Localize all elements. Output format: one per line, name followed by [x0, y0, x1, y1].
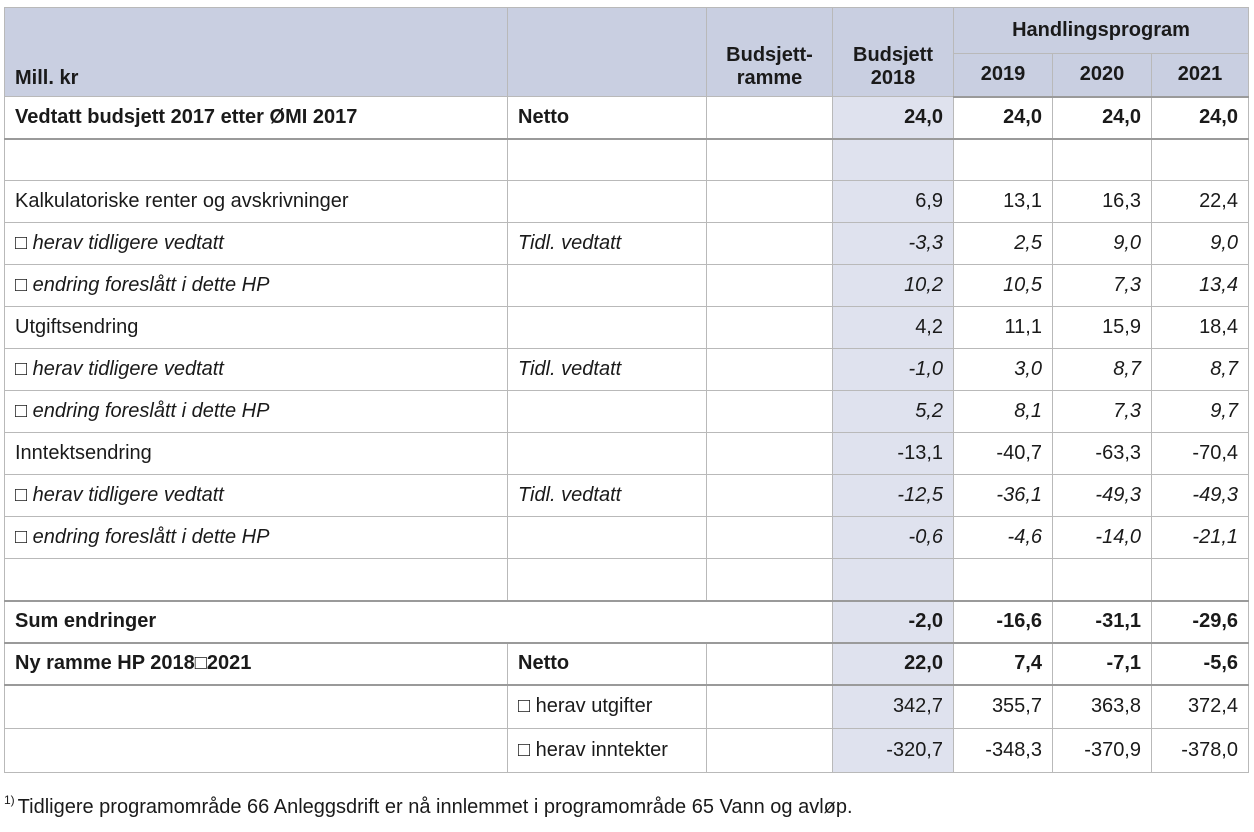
row-type [508, 181, 707, 223]
value-2021 [1152, 139, 1249, 181]
value-2019: 13,1 [954, 181, 1053, 223]
row-label: Vedtatt budsjett 2017 etter ØMI 2017 [5, 97, 508, 139]
budget-frame-header: Budsjett- ramme [707, 8, 833, 97]
value-2021: 9,7 [1152, 391, 1249, 433]
value-2021: -378,0 [1152, 729, 1249, 773]
value-2018: 10,2 [833, 265, 954, 307]
budget-frame-cell [707, 559, 833, 601]
year-header-2020: 2020 [1053, 54, 1152, 97]
row-type: □ herav utgifter [508, 685, 707, 729]
value-2019 [954, 559, 1053, 601]
value-2021: -70,4 [1152, 433, 1249, 475]
value-2019: 10,5 [954, 265, 1053, 307]
value-2018: 5,2 [833, 391, 954, 433]
row-label [5, 729, 508, 773]
value-2018 [833, 139, 954, 181]
value-2018: 4,2 [833, 307, 954, 349]
table-row [5, 729, 1249, 773]
table-row [5, 223, 1249, 265]
budget-frame-cell [707, 223, 833, 265]
value-2019: -36,1 [954, 475, 1053, 517]
row-type [508, 433, 707, 475]
footnote-text: Tidligere programområde 66 Anleggsdrift er nå innlemmet i programområde 65 Vann og avløp. [17, 796, 853, 818]
value-2019: 355,7 [954, 685, 1053, 729]
row-label [5, 559, 508, 601]
row-label: □ endring foreslått i dette HP [5, 517, 508, 559]
value-2021 [1152, 559, 1249, 601]
value-2018: 342,7 [833, 685, 954, 729]
budget-frame-cell [707, 307, 833, 349]
table-row [5, 265, 1249, 307]
budget-frame-cell [707, 181, 833, 223]
row-label: Kalkulatoriske renter og avskrivninger [5, 181, 508, 223]
row-type: Netto [508, 643, 707, 685]
budget-frame-cell [707, 433, 833, 475]
budget-frame-cell [707, 729, 833, 773]
value-2019: -16,6 [954, 601, 1053, 643]
value-2020 [1053, 139, 1152, 181]
table-row [5, 601, 1249, 643]
row-type: Netto [508, 97, 707, 139]
value-2018: -0,6 [833, 517, 954, 559]
value-2021: 24,0 [1152, 97, 1249, 139]
table-row [5, 643, 1249, 685]
row-type: Tidl. vedtatt [508, 349, 707, 391]
budget-frame-cell [707, 643, 833, 685]
value-2018 [833, 559, 954, 601]
value-2019 [954, 139, 1053, 181]
value-2018: -12,5 [833, 475, 954, 517]
year-header-2019: 2019 [954, 54, 1053, 97]
value-2018: -13,1 [833, 433, 954, 475]
value-2021: 13,4 [1152, 265, 1249, 307]
value-2020: 16,3 [1053, 181, 1152, 223]
value-2020 [1053, 559, 1152, 601]
table-row [5, 307, 1249, 349]
type-header [508, 8, 707, 97]
value-2019: -348,3 [954, 729, 1053, 773]
row-label [5, 685, 508, 729]
value-2021: 18,4 [1152, 307, 1249, 349]
row-label: Inntektsendring [5, 433, 508, 475]
row-label: □ herav tidligere vedtatt [5, 475, 508, 517]
value-2021: 8,7 [1152, 349, 1249, 391]
unit-label-header: Mill. kr [5, 8, 508, 97]
action-program-header: Handlingsprogram [954, 8, 1249, 54]
value-2019: 2,5 [954, 223, 1053, 265]
table-row [5, 685, 1249, 729]
value-2020: -31,1 [1053, 601, 1152, 643]
table-row [5, 181, 1249, 223]
value-2020: -14,0 [1053, 517, 1152, 559]
budget-frame-cell [707, 517, 833, 559]
value-2021: -49,3 [1152, 475, 1249, 517]
row-label: □ endring foreslått i dette HP [5, 391, 508, 433]
value-2020: 9,0 [1053, 223, 1152, 265]
row-type [508, 517, 707, 559]
value-2018: 22,0 [833, 643, 954, 685]
value-2020: 7,3 [1053, 265, 1152, 307]
table-row [5, 475, 1249, 517]
table-row [5, 559, 1249, 601]
footnote-marker: 1) [4, 793, 15, 807]
budget-frame-cell [707, 391, 833, 433]
value-2021: -21,1 [1152, 517, 1249, 559]
table-row [5, 391, 1249, 433]
budget-frame-cell [707, 139, 833, 181]
value-2019: 7,4 [954, 643, 1053, 685]
value-2021: -5,6 [1152, 643, 1249, 685]
value-2019: -4,6 [954, 517, 1053, 559]
row-label: Utgiftsendring [5, 307, 508, 349]
table-row [5, 517, 1249, 559]
value-2020: -63,3 [1053, 433, 1152, 475]
value-2019: 11,1 [954, 307, 1053, 349]
table-row [5, 349, 1249, 391]
value-2021: 372,4 [1152, 685, 1249, 729]
value-2020: 15,9 [1053, 307, 1152, 349]
budget-frame-cell [707, 475, 833, 517]
row-label: Sum endringer [5, 601, 833, 643]
value-2021: 9,0 [1152, 223, 1249, 265]
value-2020: 8,7 [1053, 349, 1152, 391]
budget-frame-cell [707, 685, 833, 729]
table-row [5, 139, 1249, 181]
row-type [508, 139, 707, 181]
row-label: □ herav tidligere vedtatt [5, 349, 508, 391]
value-2020: 24,0 [1053, 97, 1152, 139]
row-type [508, 559, 707, 601]
value-2019: 8,1 [954, 391, 1053, 433]
row-label: Ny ramme HP 2018□2021 [5, 643, 508, 685]
table-row [5, 97, 1249, 139]
budget-frame-cell [707, 265, 833, 307]
value-2021: -29,6 [1152, 601, 1249, 643]
row-type [508, 265, 707, 307]
footnote [4, 793, 853, 819]
value-2021: 22,4 [1152, 181, 1249, 223]
value-2018: 24,0 [833, 97, 954, 139]
row-type [508, 391, 707, 433]
value-2019: -40,7 [954, 433, 1053, 475]
value-2020: 7,3 [1053, 391, 1152, 433]
value-2018: 6,9 [833, 181, 954, 223]
budget-2018-header: Budsjett 2018 [833, 8, 954, 97]
row-type [508, 307, 707, 349]
value-2020: -49,3 [1053, 475, 1152, 517]
row-label: □ herav tidligere vedtatt [5, 223, 508, 265]
row-type: Tidl. vedtatt [508, 223, 707, 265]
value-2018: -320,7 [833, 729, 954, 773]
row-label: □ endring foreslått i dette HP [5, 265, 508, 307]
row-type: □ herav inntekter [508, 729, 707, 773]
budget-frame-cell [707, 97, 833, 139]
budget-table [4, 7, 1249, 773]
value-2019: 3,0 [954, 349, 1053, 391]
value-2018: -1,0 [833, 349, 954, 391]
value-2019: 24,0 [954, 97, 1053, 139]
value-2018: -2,0 [833, 601, 954, 643]
value-2020: 363,8 [1053, 685, 1152, 729]
row-type: Tidl. vedtatt [508, 475, 707, 517]
table-row [5, 433, 1249, 475]
value-2018: -3,3 [833, 223, 954, 265]
row-label [5, 139, 508, 181]
value-2020: -370,9 [1053, 729, 1152, 773]
year-header-2021: 2021 [1152, 54, 1249, 97]
budget-frame-cell [707, 349, 833, 391]
value-2020: -7,1 [1053, 643, 1152, 685]
